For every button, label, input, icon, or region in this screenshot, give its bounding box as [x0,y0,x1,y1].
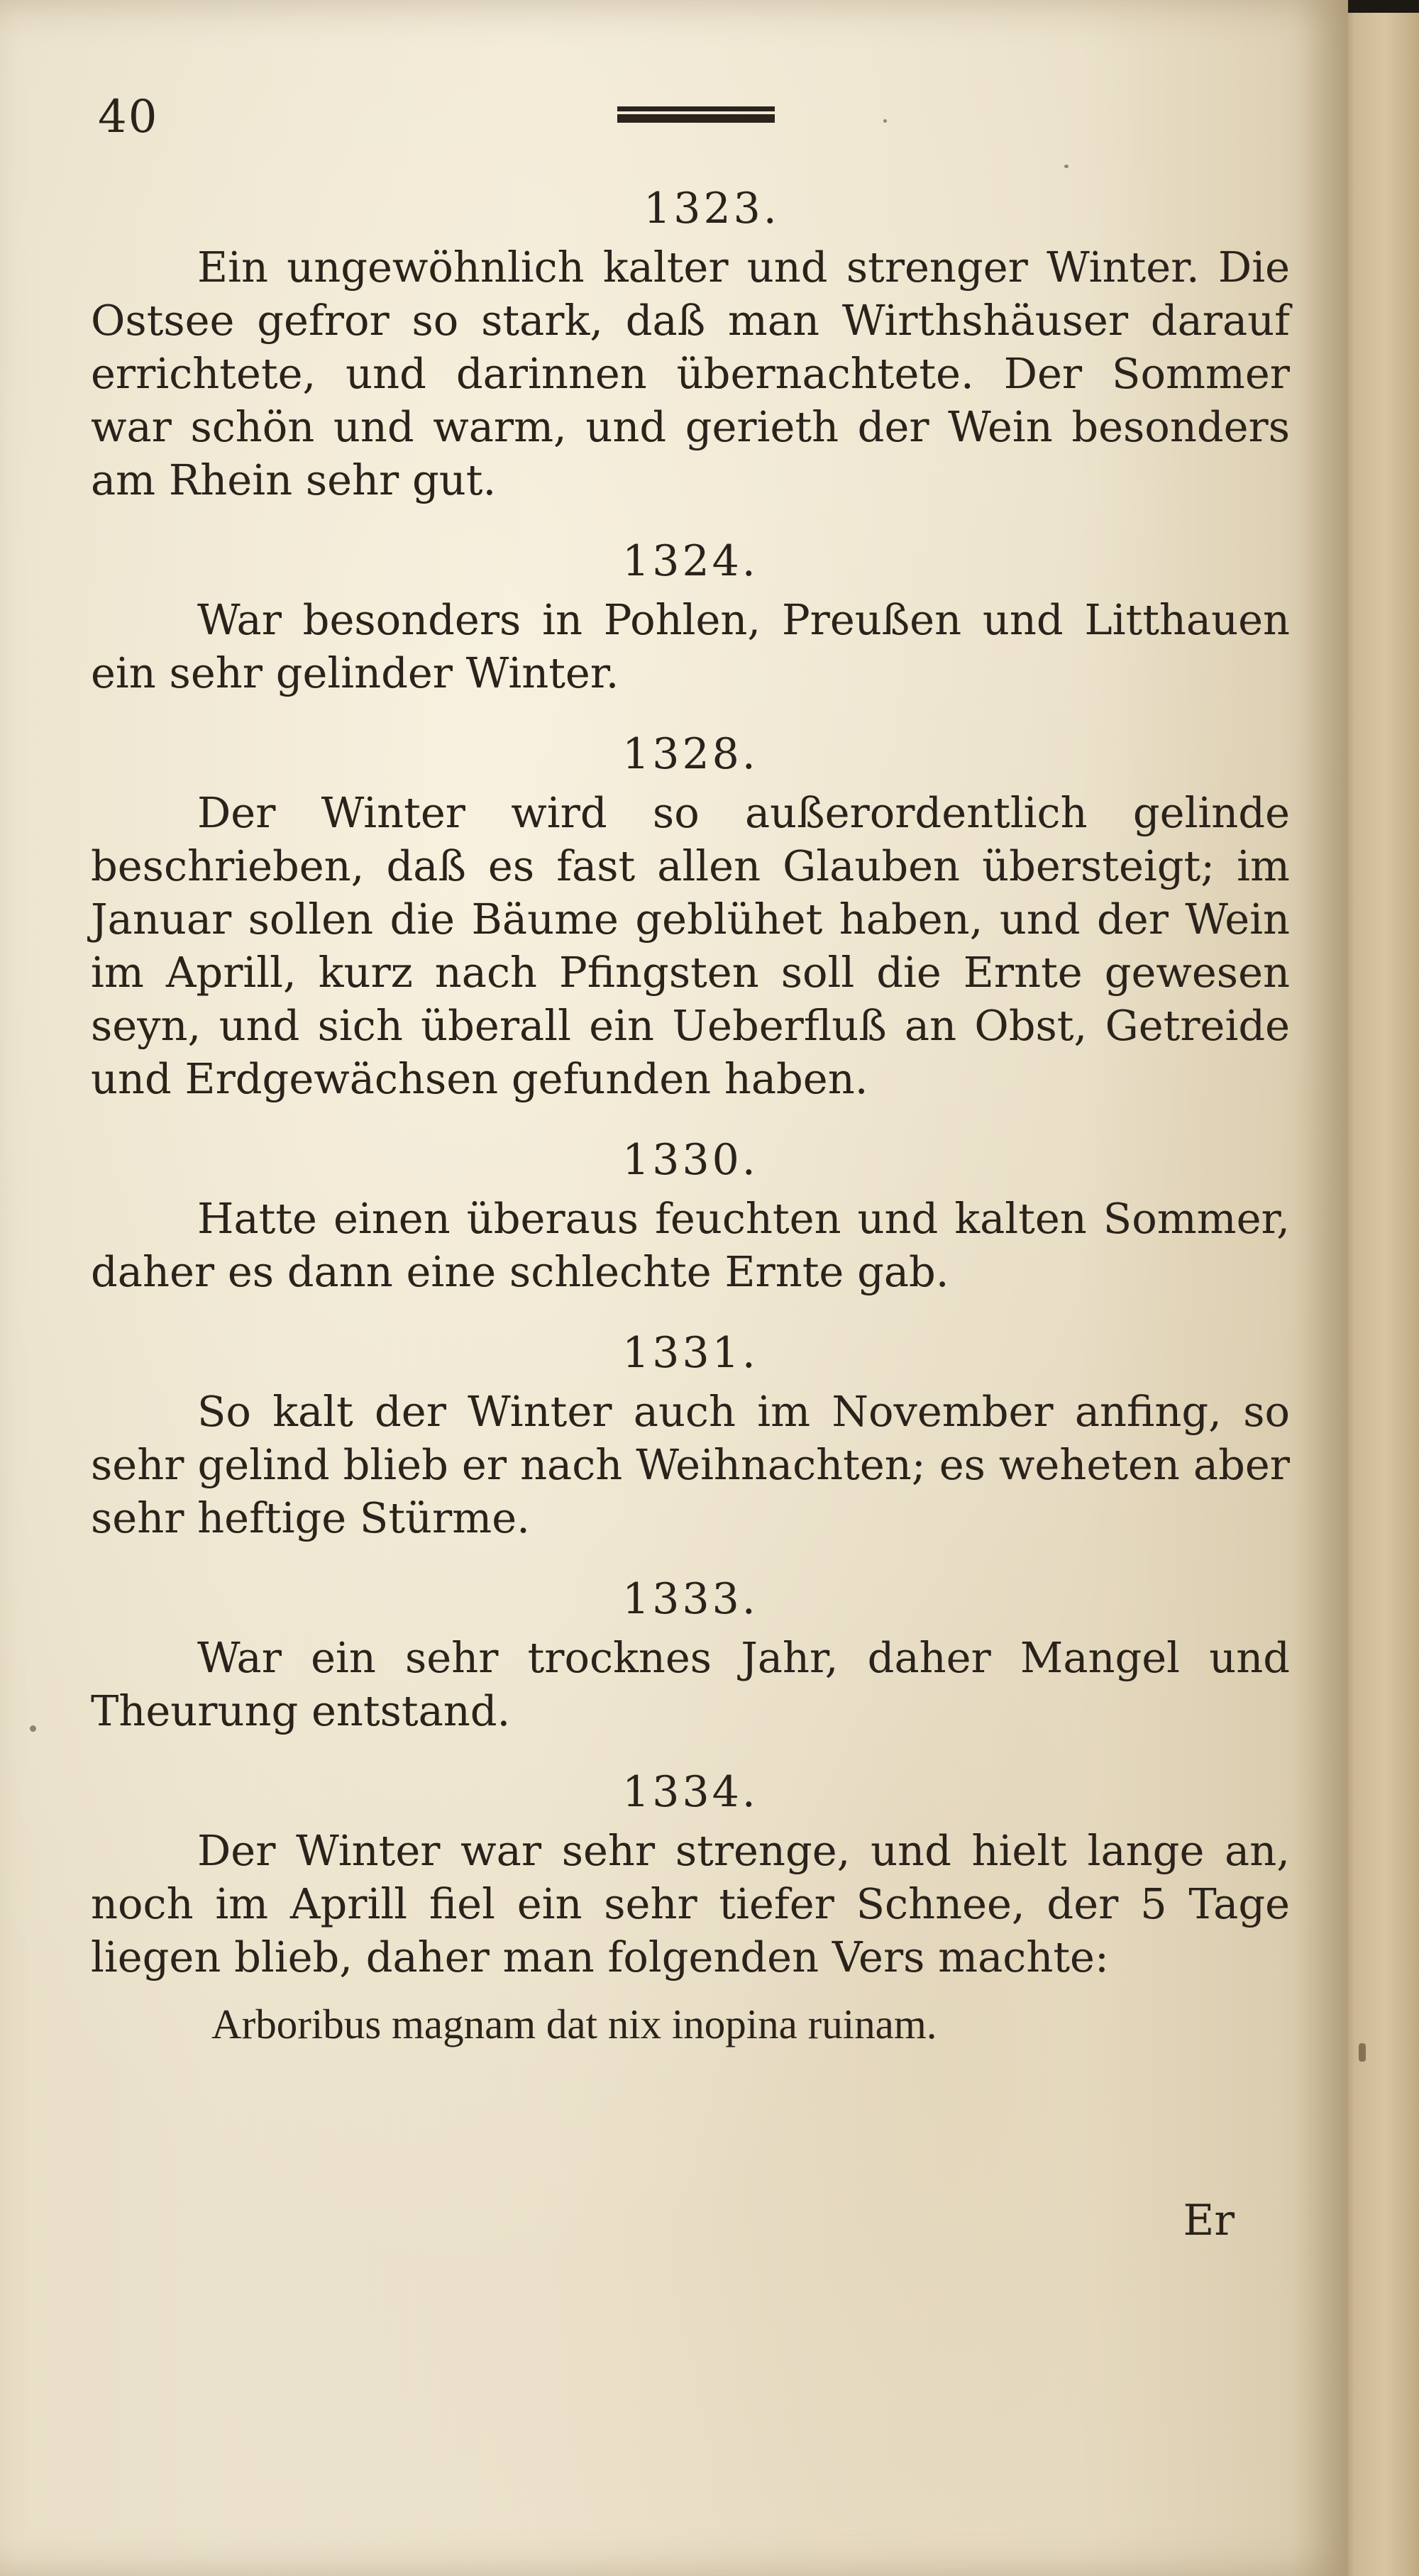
header-rule-line-thin [617,106,775,111]
entry-year: 1331. [622,1328,758,1378]
entry-1324 [91,534,1290,700]
entry-year: 1323. [644,184,780,233]
entry-text: War ein sehr trocknes Jahr, daher Mangel und Theurung entstand. [91,1633,1290,1735]
page-text [91,181,1290,2078]
entry-text: Ein ungewöhnlich kalter und strenger Winter. Die Ostsee gefror so stark, daß man Wirthshäuser darauf errichtete, und darinnen übernachtete. Der Sommer war schön und warm, und gerieth der Wein besonders am Rhein sehr gut. [91,243,1290,504]
entry-text: Der Winter war sehr strenge, und hielt lange an, noch im Aprill fiel ein sehr tiefer Schnee, der 5 Tage liegen blieb, daher man folgenden Vers machte: [91,1826,1290,1981]
entry-text: Hatte einen überaus feuchten und kalten Sommer, daher es dann eine schlechte Ernte gab. [91,1194,1290,1296]
entry-text: So kalt der Winter auch im November anfing, so sehr gelind blieb er nach Weihnachten; es weheten aber sehr heftige Stürme. [91,1387,1290,1542]
entry-text: Der Winter wird so außerordentlich gelinde beschrieben, daß es fast allen Glauben übersteigt; im Januar sollen die Bäume geblühet haben, und der Wein im Aprill, kurz nach Pfingsten soll die Ernte gewesen seyn, und sich überall ein Ueberfluß an Obst, Getreide und Erdgewächsen gefunden haben. [91,788,1290,1103]
paper-speck [1064,165,1069,168]
entry-1331 [91,1325,1290,1544]
paper-speck [30,1725,36,1732]
paper-speck [883,119,887,123]
catchword: Er [1183,2196,1235,2245]
entry-year: 1330. [622,1135,758,1185]
entry-year: 1334. [622,1767,758,1817]
entry-1334 [91,1764,1290,2051]
entry-year: 1328. [622,729,758,779]
page-number: 40 [98,91,159,143]
latin-verse: Arboribus magnam dat nix inopina ruinam. [211,2001,937,2047]
background-strip [1348,0,1419,13]
header-rule [617,106,775,123]
paper-speck [1359,2043,1366,2062]
entry-1328 [91,726,1290,1105]
entry-1323 [91,181,1290,507]
entry-1330 [91,1132,1290,1298]
entry-year: 1333. [622,1574,758,1624]
entry-1333 [91,1571,1290,1737]
header-rule-line-thick [617,114,775,123]
entry-year: 1324. [622,536,758,586]
entry-text: War besonders in Pohlen, Preußen und Litthauen ein sehr gelinder Winter. [91,595,1290,697]
